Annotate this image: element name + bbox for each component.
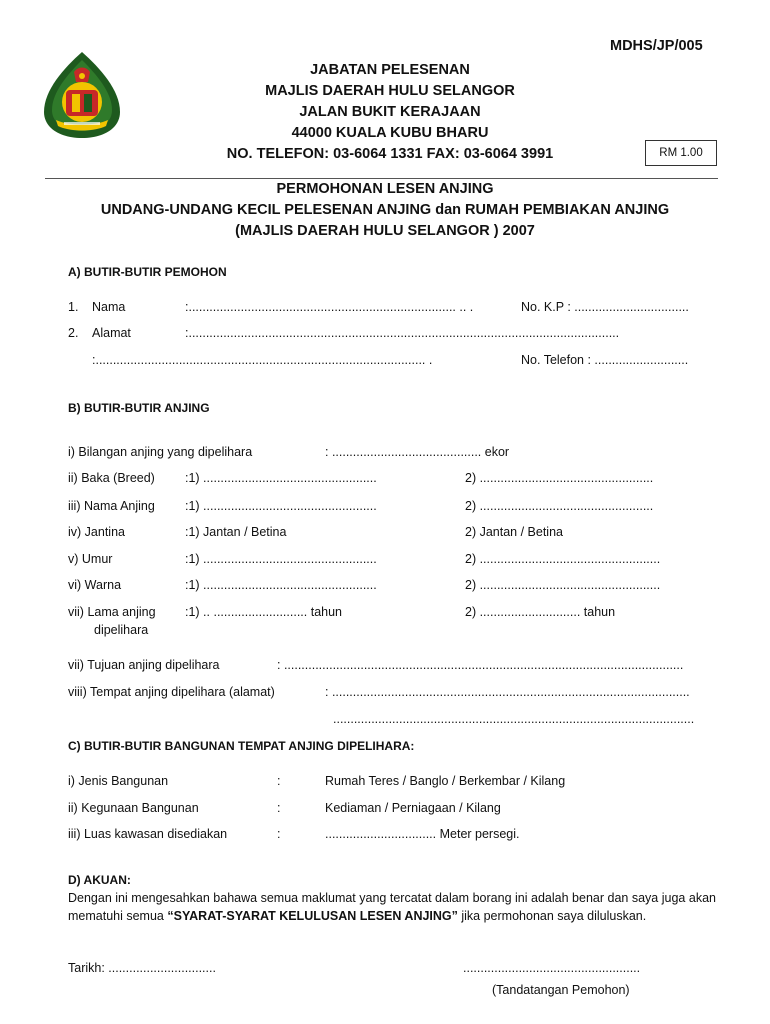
jenis-bangunan-label: i) Jenis Bangunan [68,774,169,788]
lama-field-1[interactable]: :1) .. ........................... tahun [185,605,343,619]
form-title: PERMOHONAN LESEN ANJING [276,181,494,197]
warna-field-2[interactable]: 2) .................................................... [465,578,661,592]
form-subtitle-2: (MAJLIS DAERAH HULU SELANGOR ) 2007 [235,223,535,239]
kp-field[interactable]: No. K.P : ................................. [521,300,689,314]
baka-field-1[interactable]: :1) .................................................. [185,471,377,485]
umur-label: v) Umur [68,552,113,566]
warna-field-1[interactable]: :1) .................................................. [185,578,377,592]
lama-label-2: dipelihara [94,623,149,637]
luas-kawasan-field[interactable]: ................................ Meter persegi. [325,827,520,841]
header-council: MAJLIS DAERAH HULU SELANGOR [265,83,515,99]
section-d-heading: D) AKUAN: [68,873,131,887]
header-phone-fax: NO. TELEFON: 03-6064 1331 FAX: 03-6064 3991 [226,146,554,162]
section-c-heading: C) BUTIR-BUTIR BANGUNAN TEMPAT ANJING DIPELIHARA: [68,739,415,753]
lama-label: vii) Lama anjing [68,605,156,619]
signature-caption: (Tandatangan Pemohon) [492,983,630,997]
bilangan-field[interactable]: : ........................................... ekor [325,445,510,459]
form-subtitle: UNDANG-UNDANG KECIL PELESENAN ANJING dan RUMAH PEMBIAKAN ANJING [100,202,670,218]
header-street: JALAN BUKIT KERAJAAN [299,104,481,120]
umur-field-2[interactable]: 2) .................................................... [465,552,661,566]
kegunaan-bangunan-label: ii) Kegunaan Bangunan [68,801,199,815]
jantina-label: iv) Jantina [68,525,125,539]
header-postcode: 44000 KUALA KUBU BHARU [291,125,489,141]
luas-kawasan-colon: : [277,827,281,841]
luas-kawasan-label: iii) Luas kawasan disediakan [68,827,228,841]
tarikh-field[interactable]: Tarikh: ............................... [68,961,216,975]
alamat-field-2[interactable]: :............................................................................................... . [92,353,433,367]
jenis-bangunan-colon: : [277,774,281,788]
tempat-field-1[interactable]: : ....................................................................................................... [325,685,690,699]
bilangan-label: i) Bilangan anjing yang dipelihara [68,445,253,459]
umur-field-1[interactable]: :1) .................................................. [185,552,377,566]
form-code: MDHS/JP/005 [610,38,703,54]
nama-anjing-field-2[interactable]: 2) .................................................. [465,499,654,513]
alamat-number: 2. [68,326,79,340]
signature-line[interactable]: ................................................... [463,961,641,975]
lama-field-2[interactable]: 2) ............................. tahun [465,605,616,619]
council-logo [42,50,122,142]
nama-anjing-label: iii) Nama Anjing [68,499,155,513]
nama-field[interactable]: :............................................................................. .. . [185,300,474,314]
tujuan-label: vii) Tujuan anjing dipelihara [68,658,220,672]
tempat-field-2[interactable]: ........................................................................................................ [333,712,695,726]
header-divider [45,178,718,179]
nama-anjing-field-1[interactable]: :1) .................................................. [185,499,377,513]
kegunaan-bangunan-options[interactable]: Kediaman / Perniagaan / Kilang [325,801,501,815]
baka-label: ii) Baka (Breed) [68,471,155,485]
tujuan-field[interactable]: : ................................................................................................................... [277,658,684,672]
nama-label: Nama [92,300,126,314]
warna-label: vi) Warna [68,578,122,592]
section-b-heading: B) BUTIR-BUTIR ANJING [68,401,210,415]
section-a-heading: A) BUTIR-BUTIR PEMOHON [68,265,227,279]
jantina-field-1[interactable]: :1) Jantan / Betina [185,525,287,539]
kegunaan-bangunan-colon: : [277,801,281,815]
telefon-field[interactable]: No. Telefon : ........................... [521,353,689,367]
baka-field-2[interactable]: 2) .................................................. [465,471,654,485]
tempat-label: viii) Tempat anjing dipelihara (alamat) [68,685,275,699]
jantina-field-2[interactable]: 2) Jantan / Betina [465,525,563,539]
jenis-bangunan-options[interactable]: Rumah Teres / Banglo / Berkembar / Kilang [325,774,566,788]
alamat-label: Alamat [92,326,131,340]
declaration-text: Dengan ini mengesahkan bahawa semua maklumat yang tercatat dalam borang ini adalah benar dan saya juga akan mematuhi semua “SYARAT-SYARAT KELULUSAN LESEN ANJING” jika permohonan saya diluluskan. [68,891,716,923]
price-box: RM 1.00 [645,140,717,166]
nama-number: 1. [68,300,79,314]
alamat-field-1[interactable]: :............................................................................................................................ [185,326,620,340]
header-dept: JABATAN PELESENAN [310,62,470,78]
